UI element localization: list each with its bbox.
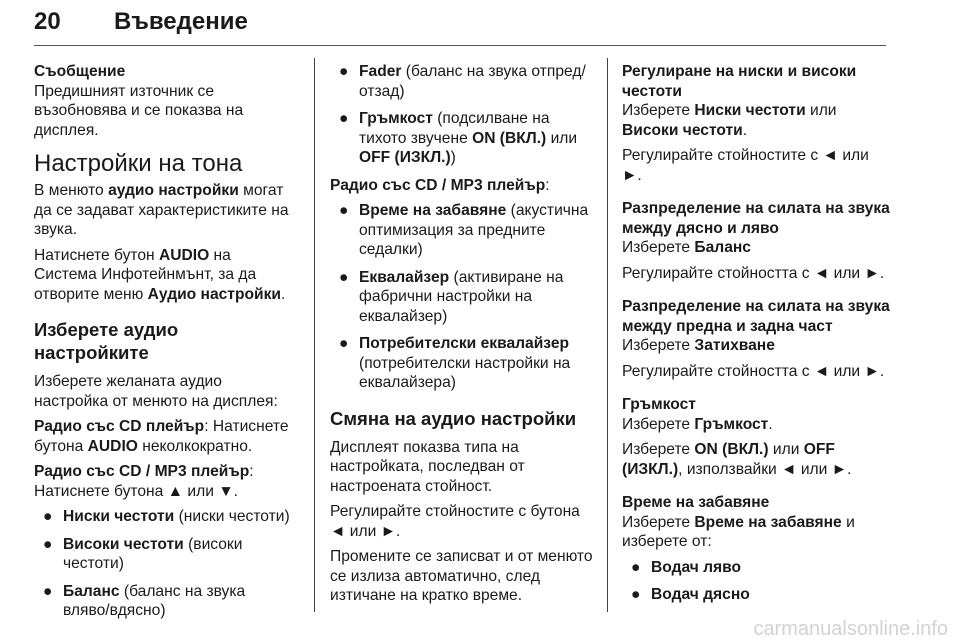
bullet-icon: ● (43, 582, 53, 600)
list-item: ● Ниски честоти (ниски честоти) (43, 508, 290, 525)
tone-paragraph-1: В менюто аудио настройки могат да се задават характеристиките на звука. (34, 182, 289, 238)
balance-heading: Разпределение на силата на звука между дясно и ляво (622, 200, 890, 237)
delay-paragraph: Изберете Време на забавяне и изберете от: (622, 513, 855, 550)
bullet-icon: ● (339, 110, 349, 127)
options-list-2 (330, 201, 598, 393)
list-item: ● Високи честоти (високи честоти) (43, 535, 243, 572)
list-item: ● Гръмкост (подсилване на тихото звучене ON (ВКЛ.) или OFF (ИЗКЛ.)) (339, 110, 578, 166)
balance-paragraph-1: Изберете Баланс (622, 239, 751, 256)
bass-treble-paragraph-2: Регулирайте стойностите с ◄ или ►. (622, 147, 869, 184)
column-3 (622, 62, 890, 613)
column-1 (34, 62, 296, 629)
bass-treble-heading: Регулиране на ниски и високи честоти (622, 63, 857, 100)
mp3-label: Радио със CD / MP3 плейър: (330, 176, 550, 194)
select-paragraph: Изберете желаната аудио настройка от менюто на дисплея: (34, 373, 278, 410)
message-text: Предишният източник се възобновява и се показва на дисплея. (34, 82, 244, 139)
list-item: ● Еквалайзер (активиране на фабрични настройки на еквалайзер) (339, 268, 564, 325)
options-list-1 (330, 62, 598, 168)
list-item: ● Водач ляво (631, 558, 742, 576)
tone-options-list (34, 507, 296, 621)
bullet-icon: ● (631, 586, 641, 603)
bullet-icon: ● (339, 335, 349, 352)
fader-heading: Разпределение на силата на звука между предна и задна част (622, 298, 890, 335)
change-paragraph-1: Дисплеят показва типа на настройката, последван от настроената стойност. (330, 438, 525, 495)
select-settings-heading: Изберете аудио настройките (34, 319, 179, 363)
bullet-icon: ● (339, 202, 349, 219)
bullet-icon: ● (631, 558, 641, 576)
page-number: 20 (34, 8, 61, 35)
fader-paragraph-2: Регулирайте стойността с ◄ или ►. (622, 362, 885, 380)
page-header (34, 0, 886, 48)
list-item: ● Потребителски еквалайзер (потребителски настройки на еквалайзера) (339, 335, 571, 391)
list-item: ● Баланс (баланс на звука вляво/вдясно) (43, 582, 246, 619)
change-settings-heading: Смяна на аудио настройки (330, 407, 577, 429)
change-paragraph-3: Промените се записват и от менюто се излиза автоматично, след изтичане на кратко време. (330, 548, 593, 604)
column-divider-2 (607, 58, 608, 612)
column-divider-1 (314, 58, 315, 612)
delay-heading: Време на забавяне (622, 494, 770, 511)
tone-settings-heading: Настройки на тона (34, 150, 243, 177)
delay-options-list (622, 558, 890, 605)
list-item: ● Водач дясно (631, 586, 750, 603)
list-item: ● Fader (баланс на звука отпред/отзад) (339, 63, 586, 100)
bullet-icon: ● (43, 535, 53, 553)
watermark: carmanualsonline.info (753, 618, 948, 640)
page-title: Въведение (114, 8, 248, 35)
balance-paragraph-2: Регулирайте стойността с ◄ или ►. (622, 264, 885, 282)
radio-mp3-paragraph: Радио със CD / MP3 плейър: Натиснете бутона ▲ или ▼. (34, 463, 254, 500)
column-2 (330, 62, 598, 612)
bass-treble-paragraph-1: Изберете Ниски честоти или Високи честоти. (622, 102, 837, 139)
loudness-heading: Гръмкост (622, 396, 696, 413)
loudness-paragraph-1: Изберете Гръмкост. (622, 415, 773, 433)
tone-paragraph-2: Натиснете бутон AUDIO на Система Инфотейнмънт, за да отворите меню Аудио настройки. (34, 246, 286, 303)
message-heading: Съобщение (34, 63, 126, 80)
header-rule (34, 45, 886, 46)
loudness-paragraph-2: Изберете ON (ВКЛ.) или OFF (ИЗКЛ.), използвайки ◄ или ►. (622, 441, 852, 478)
bullet-icon: ● (339, 63, 349, 80)
radio-cd-paragraph: Радио със CD плейър: Натиснете бутона AUDIO неколкократно. (34, 418, 289, 455)
list-item: ● Време на забавяне (акустична оптимизация за предните седалки) (339, 202, 589, 258)
change-paragraph-2: Регулирайте стойностите с бутона ◄ или ►. (330, 503, 580, 540)
fader-paragraph-1: Изберете Затихване (622, 337, 775, 354)
bullet-icon: ● (43, 508, 53, 525)
bullet-icon: ● (339, 268, 349, 286)
